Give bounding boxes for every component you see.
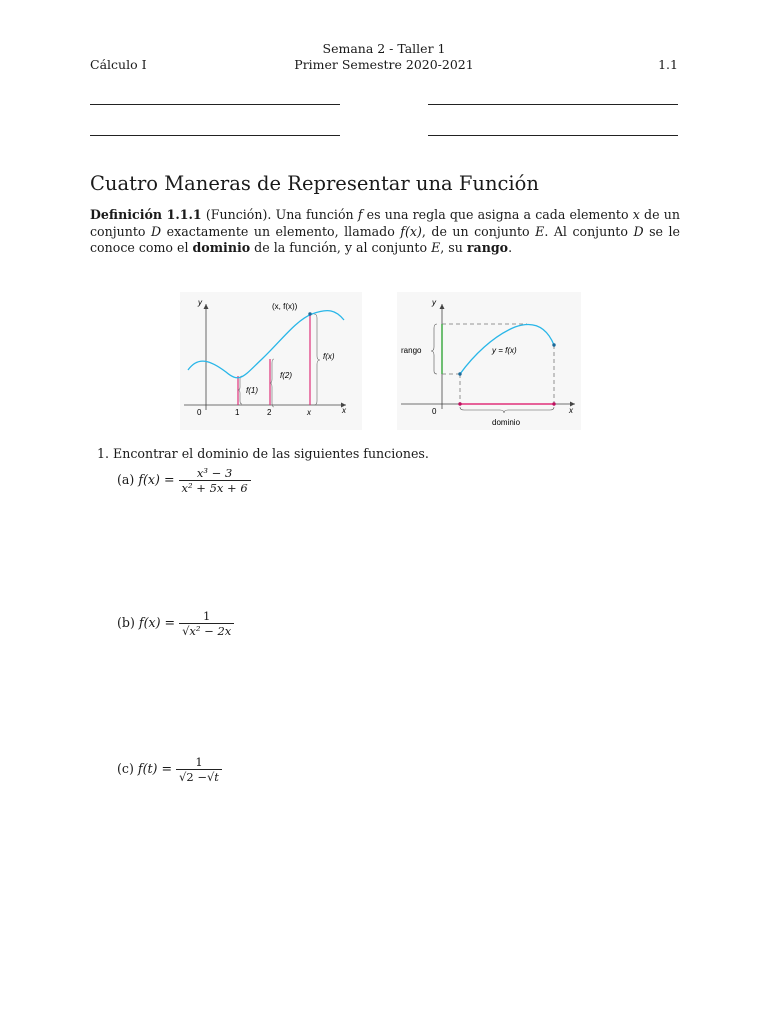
denominator: √2 −√t bbox=[176, 769, 222, 784]
section-number: 1.1 bbox=[658, 57, 678, 72]
numerator: 1 bbox=[195, 755, 203, 769]
radicand-inner: t bbox=[214, 770, 219, 784]
exercise-b bbox=[117, 609, 234, 638]
item-label-c: (c) bbox=[117, 761, 134, 776]
function-lhs: f(x) = bbox=[138, 615, 176, 630]
semester-label: Primer Semestre 2020-2021 bbox=[294, 57, 474, 72]
sqrt-sign: √ bbox=[182, 624, 190, 638]
tick-label-2: 2 bbox=[267, 408, 272, 417]
name-line bbox=[90, 135, 340, 136]
domain-end-point bbox=[552, 402, 555, 405]
denominator: x² + 5x + 6 bbox=[179, 480, 251, 495]
term-dominio: dominio bbox=[192, 240, 251, 255]
week-label: Semana 2 - Taller 1 bbox=[322, 41, 446, 56]
function-lhs: f(t) = bbox=[137, 761, 173, 776]
y-axis-label: y bbox=[432, 298, 436, 307]
origin-label: 0 bbox=[197, 408, 202, 417]
exercise-a bbox=[117, 466, 251, 495]
curve-label: y = f(x) bbox=[492, 346, 517, 355]
domain-start-point bbox=[458, 402, 461, 405]
tick-label-1: 1 bbox=[235, 408, 240, 417]
item-label-a: (a) bbox=[117, 472, 135, 487]
section-title: Cuatro Maneras de Representar una Función bbox=[90, 172, 539, 195]
dominio-label: dominio bbox=[492, 418, 521, 427]
radicand: x² − 2x bbox=[189, 624, 232, 638]
term-rango: rango bbox=[466, 240, 509, 255]
curve-end-point bbox=[552, 343, 555, 346]
definition-paragraph: Definición 1.1.1 (Función). Una función f es una regla que asigna a cada elemento x de un conjunto D exactamente un elemento, llamado f(x), de un conjunto E. Al conjunto D se le conoce como el dominio de la función, y al conjunto E, su rango. bbox=[90, 207, 680, 255]
fraction bbox=[179, 466, 251, 495]
fraction bbox=[179, 609, 234, 638]
y-axis-label: y bbox=[198, 298, 202, 307]
item-label-b: (b) bbox=[117, 615, 135, 630]
point-x-fx bbox=[308, 312, 311, 315]
label-f1: f(1) bbox=[246, 386, 258, 395]
name-line bbox=[90, 104, 340, 105]
fraction bbox=[176, 755, 222, 784]
curve-start-point bbox=[458, 372, 461, 375]
exercise-c bbox=[117, 755, 222, 784]
numerator: 1 bbox=[203, 609, 211, 623]
domain-range-figure bbox=[397, 292, 581, 430]
course-name: Cálculo I bbox=[90, 57, 147, 72]
label-f2: f(2) bbox=[280, 371, 292, 380]
denominator bbox=[179, 623, 234, 638]
x-axis-label: x bbox=[342, 406, 346, 415]
label-fx: f(x) bbox=[323, 352, 335, 361]
exercise-prompt: 1. Encontrar el dominio de las siguientes funciones. bbox=[97, 446, 429, 461]
x-axis-label: x bbox=[569, 406, 573, 415]
numerator: x³ − 3 bbox=[196, 466, 233, 480]
origin-label: 0 bbox=[432, 407, 437, 416]
tick-label-x: x bbox=[307, 408, 311, 417]
function-lhs: f(x) = bbox=[138, 472, 175, 487]
name-line bbox=[428, 104, 678, 105]
function-graph-figure bbox=[180, 292, 362, 430]
rango-label: rango bbox=[401, 346, 422, 355]
point-label: (x, f(x)) bbox=[272, 302, 298, 311]
sqrt-sign: √ bbox=[179, 770, 187, 784]
definition-label: Definición 1.1.1 bbox=[90, 207, 202, 222]
radicand-outer: 2 − bbox=[186, 770, 207, 784]
name-line bbox=[428, 135, 678, 136]
